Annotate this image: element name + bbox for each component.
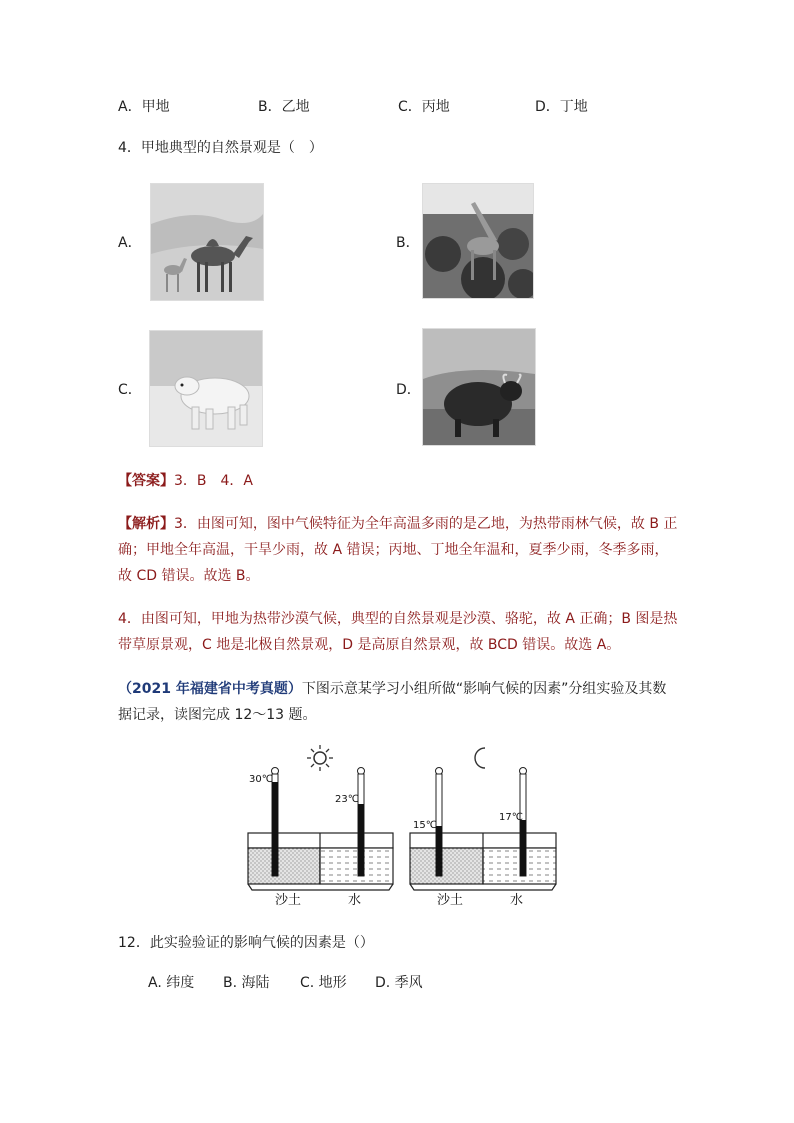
- giraffe-savanna-image: [422, 183, 534, 299]
- analysis-line-5: 带草原景观，C 地是北极自然景观，D 是高原自然景观，故 BCD 错误。故选 A。: [118, 637, 621, 653]
- q12-option-d: D. 季风: [375, 975, 423, 991]
- analysis-text-1: 3．由图可知，图中气候特征为全年高温多雨的是乙地，为热带雨林气候，故 B 正: [174, 516, 678, 532]
- yak-plateau-image: [422, 328, 536, 446]
- day-water-temp: 23℃: [335, 794, 359, 805]
- polar-bear-image: [149, 330, 263, 447]
- intro-source: （2021 年福建省中考真题）: [118, 681, 302, 697]
- q12-option-c: C. 地形: [300, 975, 347, 991]
- answer-text: 3．B 4．A: [174, 473, 253, 489]
- night-water-temp: 17℃: [499, 812, 523, 823]
- analysis-tag: 【解析】: [118, 516, 174, 532]
- day-container: [248, 833, 393, 890]
- analysis-line-1: [118, 513, 677, 533]
- q4-label-c: C．: [118, 382, 142, 398]
- analysis-line-2: 确；甲地全年高温，干旱少雨，故 A 错误；丙地、丁地全年温和，夏季少雨，冬季多雨，: [118, 542, 669, 558]
- answer-tag: 【答案】: [118, 473, 174, 489]
- night-sand-temp: 15℃: [413, 820, 437, 831]
- q12-option-a: A. 纬度: [148, 975, 195, 991]
- q4-label-d: D．: [396, 382, 421, 398]
- night-sand-label: 沙土: [437, 893, 464, 908]
- q12-question: 12．此实验验证的影响气候的因素是（）: [118, 935, 374, 951]
- q3-option-d: D．丁地: [535, 99, 588, 115]
- day-sand-temp: 30℃: [249, 774, 273, 785]
- day-water-thermometer: [358, 768, 365, 877]
- analysis-line-4: 4．由图可知，甲地为热带沙漠气候，典型的自然景观是沙漠、骆驼，故 A 正确；B 图是热: [118, 611, 678, 627]
- q4-label-a: A．: [118, 235, 142, 251]
- q4-question: 4．甲地典型的自然景观是（ ）: [118, 140, 323, 156]
- answer-line: [118, 470, 253, 490]
- q12-option-b: B. 海陆: [223, 975, 270, 991]
- day-sand-label: 沙土: [275, 893, 302, 908]
- night-water-label: 水: [510, 893, 524, 908]
- q3-option-c: C．丙地: [398, 99, 450, 115]
- camel-desert-image: [150, 183, 264, 301]
- intro-line-2: 据记录，读图完成 12～13 题。: [118, 707, 317, 723]
- experiment-diagram: [240, 740, 560, 910]
- day-water-label: 水: [348, 893, 362, 908]
- intro-line-1: [118, 678, 666, 698]
- analysis-line-3: 故 CD 错误。故选 B。: [118, 568, 260, 584]
- sun-icon: [307, 745, 333, 771]
- intro-text-1: 下图示意某学习小组所做“影响气候的因素”分组实验及其数: [301, 681, 667, 697]
- night-container: [410, 833, 556, 890]
- q3-option-b: B．乙地: [258, 99, 310, 115]
- q3-option-a: A．甲地: [118, 99, 170, 115]
- q4-label-b: B．: [396, 235, 420, 251]
- moon-icon: [475, 748, 485, 768]
